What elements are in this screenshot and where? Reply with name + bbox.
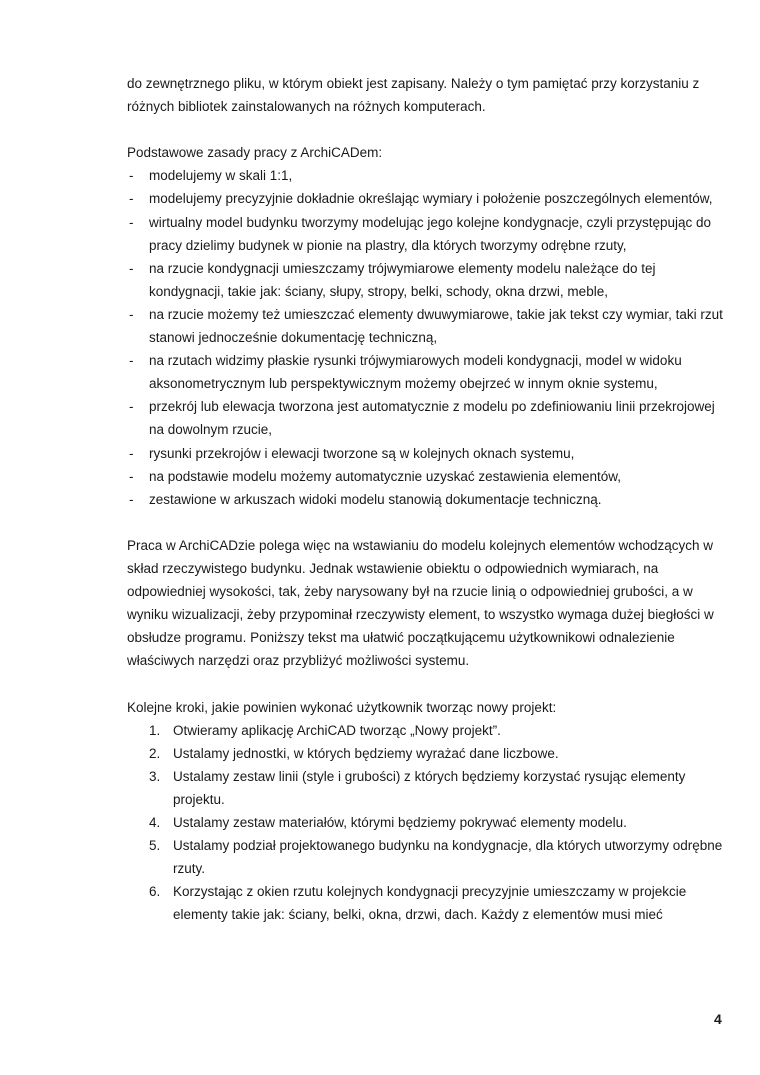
rules-heading: Podstawowe zasady pracy z ArchiCADem: [127,145,383,161]
steps-list [127,719,727,927]
spacer [127,672,727,695]
list-item [127,349,727,395]
step-text: Korzystając z okien rzutu kolejnych kondygnacji precyzyjnie umieszczamy w projekcie elementy takie jak: ściany, belki, okna, drzwi, dach. Każdy z elementów musi mieć [173,884,687,923]
work-paragraph: Praca w ArchiCADzie polega więc na wstawianiu do modelu kolejnych elementów wchodzących w skład rzeczywistego budynku. Jednak wstawienie obiektu o odpowiednich wymiarach, na odpowiedniej wysokości, tak, żeby narysowany był na rzucie linią o odpowiedniej grubości, a w wyniku wizualizacji, żeby przypominał rzeczywisty element, to wszystko wymaga dużej biegłości w obsłudze programu. Poniższy tekst ma ułatwić początkującemu użytkownikowi odnalezienie właściwych narzędzi oraz przybliżyć możliwości systemu. [127,537,714,669]
step-text: Ustalamy zestaw linii (style i grubości) z których będziemy korzystać rysując elementy projektu. [173,768,686,807]
list-item-text: na rzucie kondygnacji umieszczamy trójwymiarowe elementy modelu należące do tej kondygnacji, takie jak: ściany, słupy, stropy, belki, schody, okna drzwi, meble, [149,260,656,299]
step-number: 6. [149,884,161,900]
list-item-text: na rzutach widzimy płaskie rysunki trójwymiarowych modeli kondygnacji, model w widoku aksonometrycznym lub perspektywicznym możemy obejrzeć w innym oknie systemu, [149,353,682,392]
rules-list [127,164,727,510]
list-item-text: modelujemy precyzyjnie dokładnie określając wymiary i położenie poszczególnych elementów, [149,191,713,207]
list-item [127,187,727,210]
spacer [127,118,727,141]
list-item-text: na rzucie możemy też umieszczać elementy dwuwymiarowe, takie jak tekst czy wymiar, taki rzut stanowi jednocześnie dokumentację techniczną, [149,306,723,346]
dash-marker: - [129,191,134,207]
list-item-text: rysunki przekrojów i elewacji tworzone są w kolejnych oknach systemu, [149,445,575,461]
list-item-text: zestawione w arkuszach widoki modelu stanowią dokumentacje techniczną. [149,491,602,507]
list-item-text: przekrój lub elewacja tworzona jest automatycznie z modelu po zdefiniowaniu linii przekrojowej na dowolnym rzucie, [149,399,715,438]
list-item [127,442,727,465]
list-item [127,719,727,742]
list-item [127,164,727,187]
list-item [127,742,727,765]
intro-paragraph: do zewnętrznego pliku, w którym obiekt jest zapisany. Należy o tym pamiętać przy korzystaniu z różnych bibliotek zainstalowanych na różnych komputerach. [127,76,700,115]
dash-marker: - [129,214,134,230]
step-number: 2. [149,745,161,761]
step-number: 1. [149,722,161,738]
dash-marker: - [129,353,134,369]
list-item [127,303,727,349]
list-item [127,880,727,926]
list-item [127,395,727,441]
step-number: 4. [149,815,161,830]
dash-marker: - [129,491,134,507]
step-text: Ustalamy zestaw materiałów, którymi będziemy pokrywać elementy modelu. [173,815,627,830]
document-page [127,72,727,926]
list-item-text: wirtualny model budynku tworzymy modelując jego kolejne kondygnacje, czyli przystępując do pracy dzielimy budynek w pionie na plastry, dla których tworzymy odrębne rzuty, [149,214,712,253]
list-item-text: modelujemy w skali 1:1, [149,168,293,184]
list-item [127,488,727,511]
step-number: 3. [149,768,161,784]
dash-marker: - [129,445,134,461]
list-item [127,765,727,811]
list-item [127,834,727,880]
dash-marker: - [129,468,134,484]
list-item-text: na podstawie modelu możemy automatycznie uzyskać zestawienia elementów, [149,468,621,484]
list-item [127,811,727,834]
dash-marker: - [129,168,134,184]
dash-marker: - [129,306,134,322]
spacer [127,511,727,534]
step-text: Otwieramy aplikację ArchiCAD tworząc „Nowy projekt”. [173,722,501,738]
step-text: Ustalamy jednostki, w których będziemy wyrażać dane liczbowe. [173,745,559,761]
steps-heading: Kolejne kroki, jakie powinien wykonać użytkownik tworząc nowy projekt: [127,699,557,715]
step-text: Ustalamy podział projektowanego budynku na kondygnacje, dla których utworzymy odrębne rzuty. [173,838,723,877]
list-item [127,257,727,303]
dash-marker: - [129,399,134,415]
page-number: 4 [714,1011,722,1027]
step-number: 5. [149,838,161,854]
list-item [127,211,727,257]
list-item [127,465,727,488]
dash-marker: - [129,260,134,276]
